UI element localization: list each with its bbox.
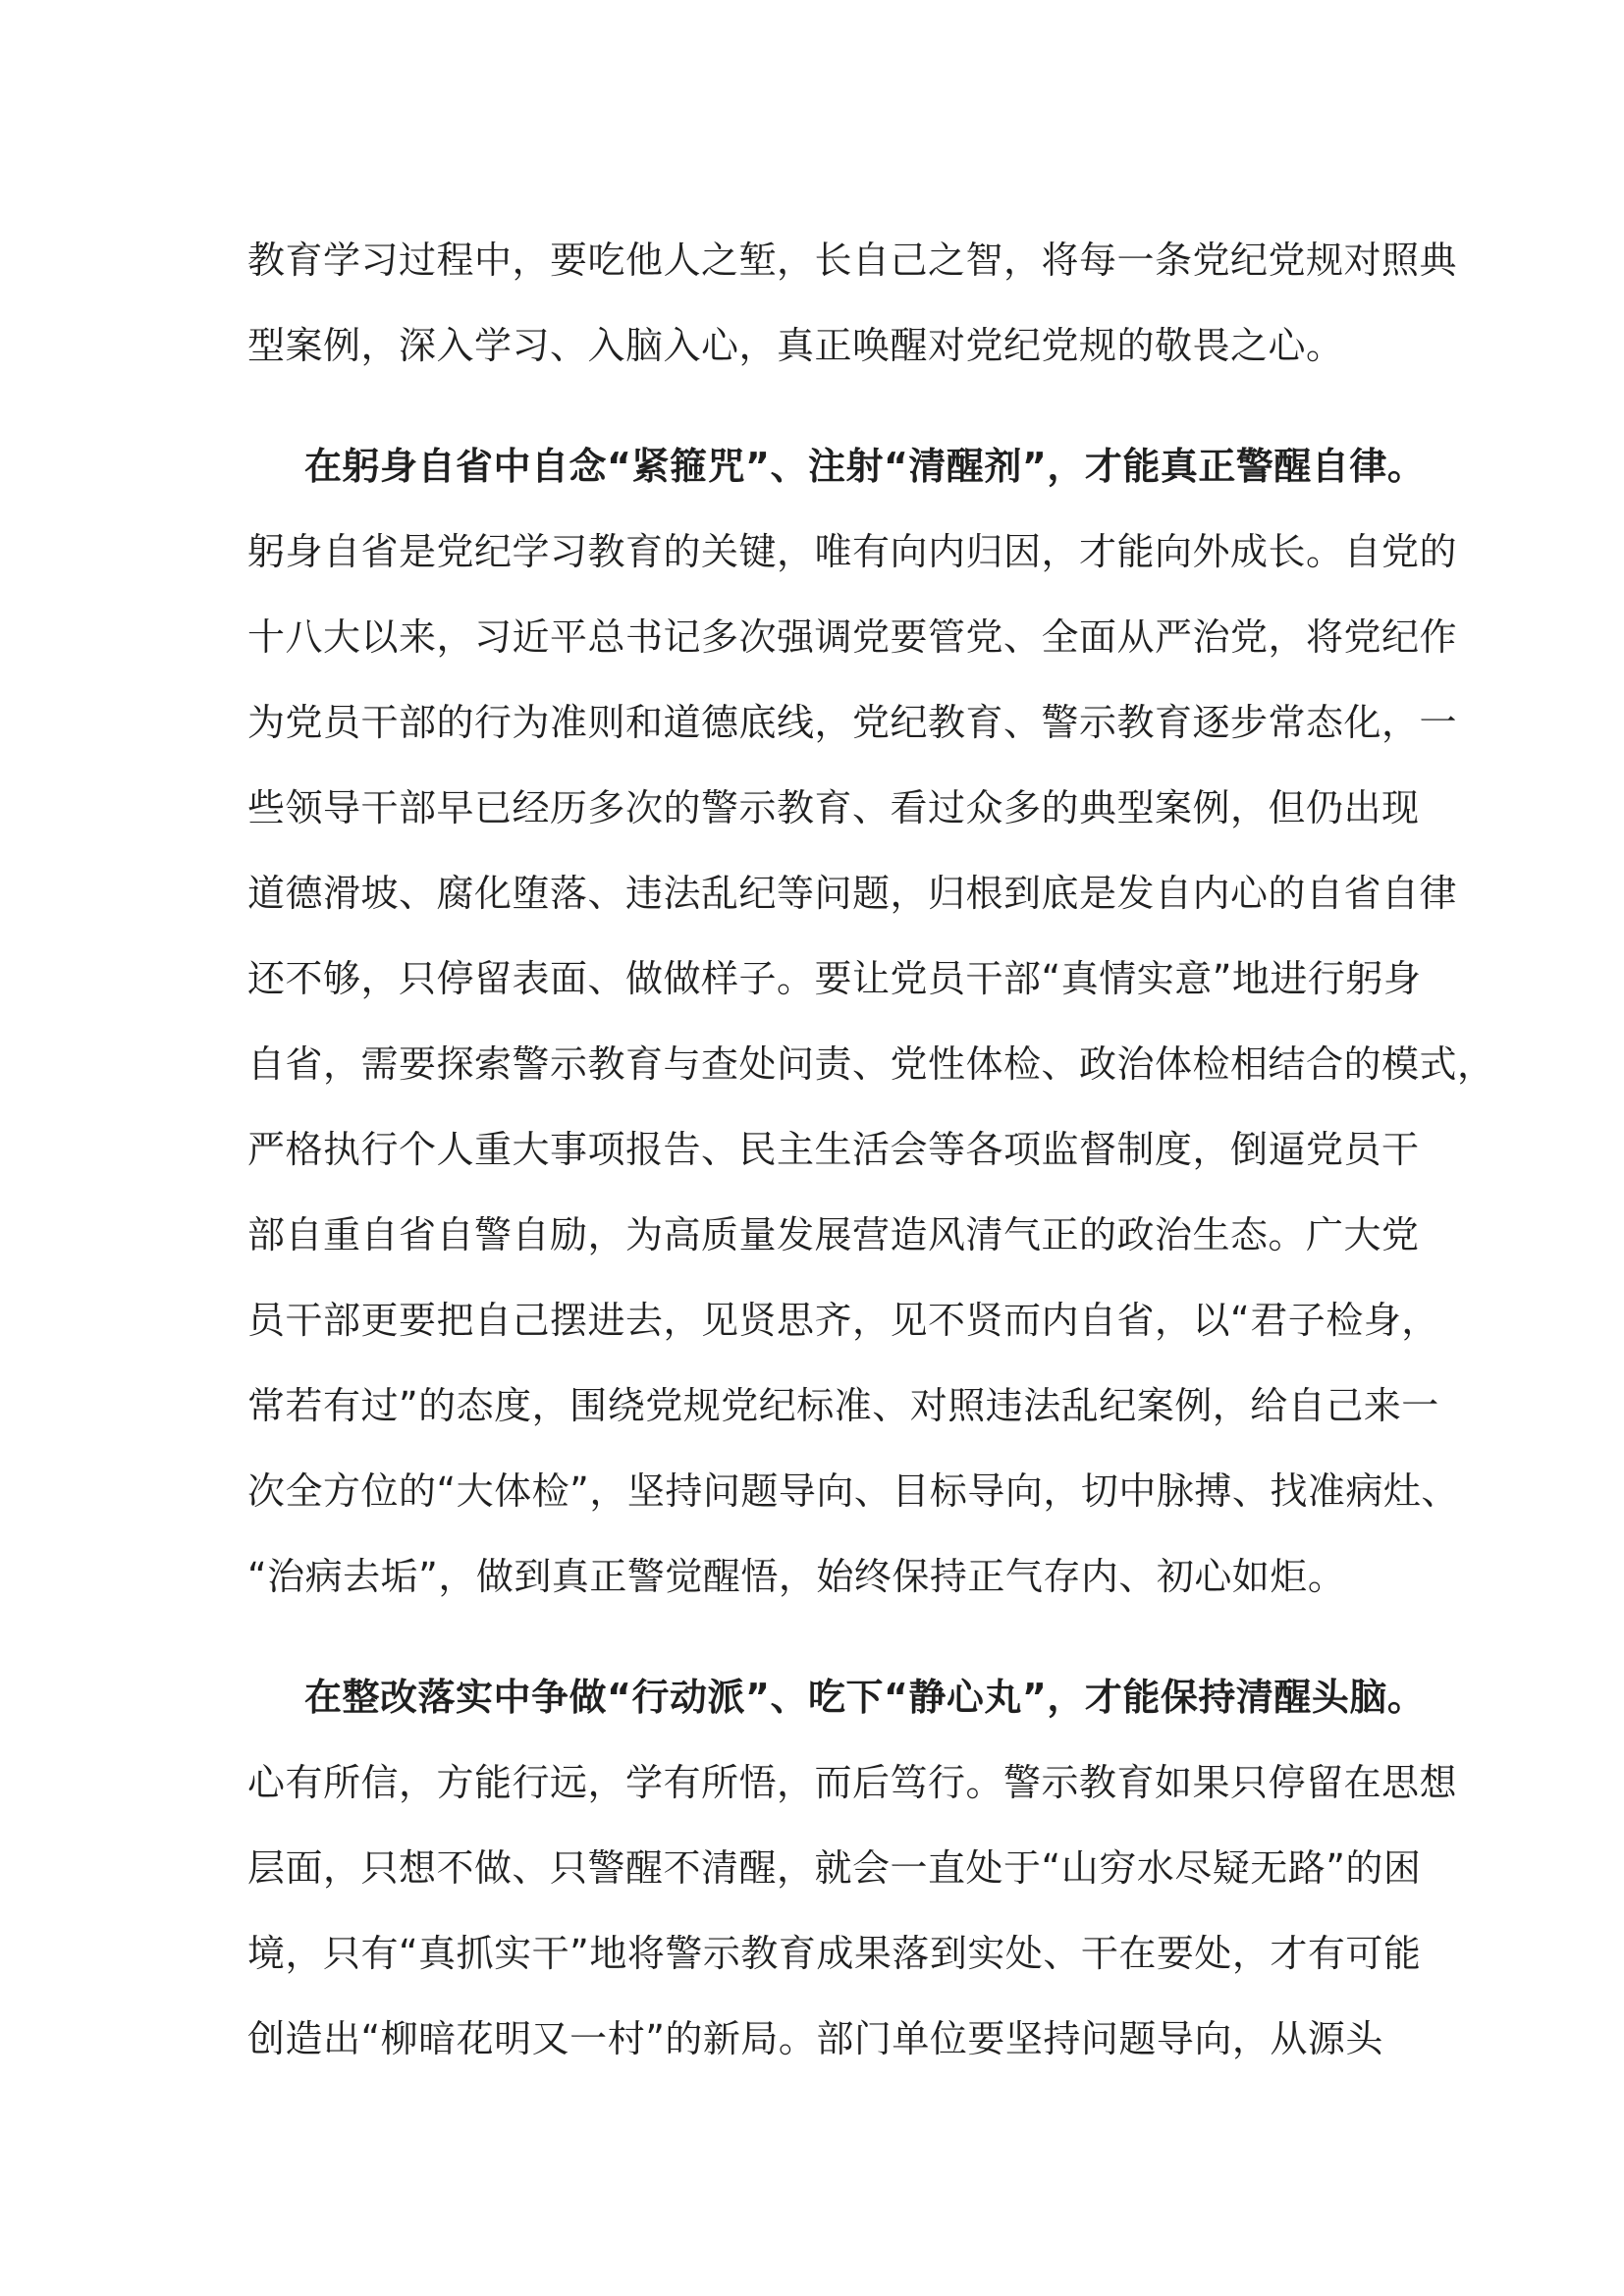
text-line: 型案例，深入学习、入脑入心，真正唤醒对党纪党规的敬畏之心。 [247, 324, 1344, 367]
text-line: 还不够，只停留表面、做做样子。要让党员干部“真情实意”地进行躬身 [247, 957, 1422, 1000]
text-line: 常若有过”的态度，围绕党规党纪标准、对照违法乱纪案例，给自己来一 [247, 1384, 1439, 1427]
text-line: 次全方位的“大体检”，坚持问题导向、目标导向，切中脉搏、找准病灶、 [247, 1469, 1459, 1513]
text-line: 自省，需要探索警示教育与查处问责、党性体检、政治体检相结合的模式， [247, 1042, 1495, 1086]
text-line: 道德滑坡、腐化堕落、违法乱纪等问题，归根到底是发自内心的自省自律 [247, 872, 1458, 915]
text-line: 部自重自省自警自励，为高质量发展营造风清气正的政治生态。广大党 [247, 1213, 1420, 1256]
text-line: 层面，只想不做、只警醒不清醒，就会一直处于“山穷水尽疑无路”的困 [247, 1846, 1422, 1890]
text-line: 教育学习过程中，要吃他人之堑，长自己之智，将每一条党纪党规对照典 [247, 239, 1458, 282]
text-line: 境，只有“真抓实干”地将警示教育成果落到实处、干在要处，才有可能 [247, 1932, 1422, 1975]
text-line: 十八大以来，习近平总书记多次强调党要管党、全面从严治党，将党纪作 [247, 615, 1458, 659]
text-line: “治病去垢”，做到真正警觉醒悟，始终保持正气存内、初心如炬。 [247, 1555, 1346, 1598]
text-line: 员干部更要把自己摆进去，见贤思齐，见不贤而内自省，以“君子检身， [247, 1299, 1439, 1342]
text-line: 创造出“柳暗花明又一村”的新局。部门单位要坚持问题导向，从源头 [247, 2017, 1383, 2060]
section-heading: 在整改落实中争做“行动派”、吃下“静心丸”，才能保持清醒头脑。 [304, 1676, 1426, 1719]
section-heading: 在躬身自省中自念“紧箍咒”、注射“清醒剂”，才能真正警醒自律。 [304, 445, 1426, 488]
text-line: 心有所信，方能行远，学有所悟，而后笃行。警示教育如果只停留在思想 [247, 1761, 1458, 1804]
text-line: 为党员干部的行为准则和道德底线，党纪教育、警示教育逐步常态化，一 [247, 701, 1458, 744]
text-line: 躬身自省是党纪学习教育的关键，唯有向内归因，才能向外成长。自党的 [247, 530, 1458, 573]
text-line: 些领导干部早已经历多次的警示教育、看过众多的典型案例，但仍出现 [247, 786, 1420, 829]
text-line: 严格执行个人重大事项报告、民主生活会等各项监督制度，倒逼党员干 [247, 1128, 1420, 1171]
